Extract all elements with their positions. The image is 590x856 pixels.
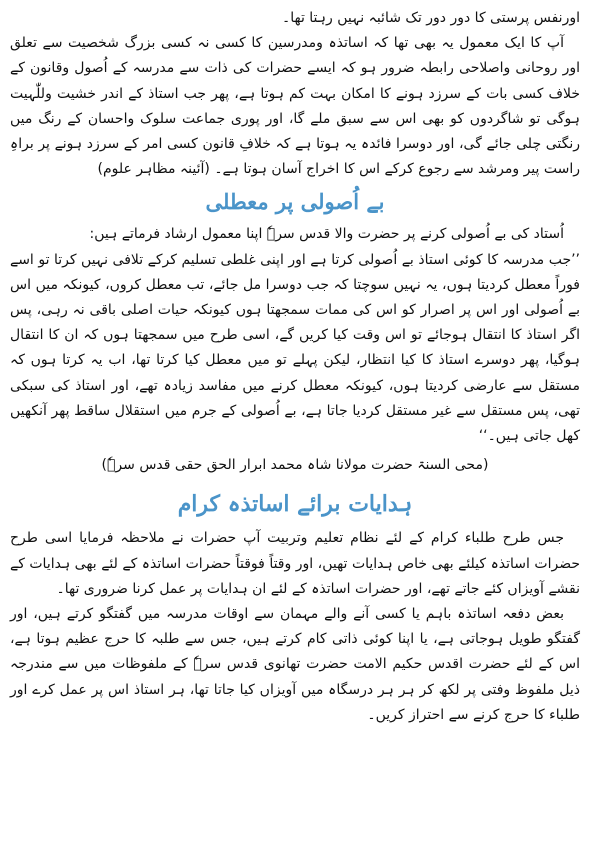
paragraph-teachers-spiritual-connection: آپ کا ایک معمول یہ بھی تھا کہ اساتذہ ومدرسین کا کسی نہ کسی بزرگ شخصیت سے تعلق اور روحانی واصلاحی رابطہ ضرور ہو کہ ایسے حضرات کی ذات سے مدرسہ کے اُصول وقانون کے خلاف کسی بات کے سرزد ہونے کا امکان بہت کم ہوتا ہے، پھر جب استاذ کے اندر خشیت وللّٰہیت ہوگی تو شاگردوں کو بھی اس سے سبق ملے گا، اور پوری جماعت سلوک واحسان کے رنگ میں رنگتی چلی جائے گی، اور دوسرا فائدہ یہ ہوتا ہے کہ خلافِ قانون کسی امر کے سرزد ہونے پر براہِ راست پیر ومرشد سے رجوع کرکے اس کا اخراج آسان ہوتا ہے۔ (آئینہ مظاہر علوم) — [10, 35, 580, 178]
paragraph-quote: ’’جب مدرسہ کا کوئی استاذ بے اُصولی کرتا ہے اور اپنی غلطی تسلیم کرکے تلافی نہیں کرتا تو اسے فوراً معطل کردیتا ہوں، یہ نہیں سوچتا کہ جب دوسرا مل جائے، تب معطل کروں، کیونکہ میں اس بے اُصولی اور اس پر اصرار کو اس کی ممات سمجھتا ہوں کیونکہ حیات اصلی باقی نہ رہی، پس اگر استاذ کا انتقال ہوجائے تو اس وقت کیا کریں گے، اسی طرح میں سمجھتا ہوں کہ ان کا انتقال ہوگیا، پھر دوسرے استاذ کا کیا انتظار، لیکن پہلے تو میں معطل کیا کرتا تھا، اب یہ کرتا ہوں کہ مستقل سے عارضی کردیتا ہوں، کیونکہ معطل کرنے میں مفاسد زیادہ تھے، اور استاذ کی سبکی تھی، پس مستقل سے غیر مستقل کردیا جاتا ہے، بے اُصولی کے جرم میں استقلال ساقط پھر آنکھیں کھل جاتی ہیں۔‘‘ — [10, 251, 580, 445]
paragraph-intro: اُستاد کی بے اُصولی کرنے پر حضرت والا قدس سرہٗ اپنا معمول ارشاد فرماتے ہیں: — [89, 226, 564, 243]
paragraph-instructions-1: جس طرح طلباء کرام کے لئے نظام تعلیم وتربیت آپ حضرات نے ملاحظہ فرمایا اسی طرح حضرات اساتذہ کیلئے بھی خاص ہدایات تھیں، اور وقتاً فوقتاً حضرات اساتذہ کے لئے بھی ہدایات کے نقشے آویزاں کئے جاتے تھے، اور حضرات اساتذہ کے لئے ان ہدایات پر عمل کرنا ضروری تھا۔ — [10, 530, 580, 597]
attribution-signature: (محی السنۃ حضرت مولانا شاہ محمد ابرار الحق حقی قدس سرہٗ) — [101, 457, 489, 474]
section-heading-teacher-instructions: ہدایات برائے اساتذہ کرام — [177, 491, 413, 518]
paragraph-instructions-2: بعض دفعہ اساتذہ باہم یا کسی آنے والے مہمان سے اوقات مدرسہ میں گفتگو کرتے ہیں، اور گفتگو طویل ہوجاتی ہے، یا اپنا کوئی ذاتی کام کرتے ہیں، جس سے طلبہ کا حرج عظیم ہوتا ہے، اس کے لئے حضرت اقدس حکیم الامت حضرت تھانوی قدس سرہٗ کے ملفوظات میں سے مندرجہ ذیل ملفوظ وفتی پر لکھ کر ہر ہر درسگاہ میں آویزاں کیا جاتا تھا، ہر استاذ اس پر عمل کرے اور طلباء کا حرج کرنے سے احتراز کریں۔ — [10, 606, 580, 723]
section-heading-suspension: بے اُصولی پر معطلی — [205, 189, 385, 215]
paragraph-continued: اورنفس پرستی کا دور دور تک شائبہ نہیں رہتا تھا۔ — [282, 10, 580, 26]
